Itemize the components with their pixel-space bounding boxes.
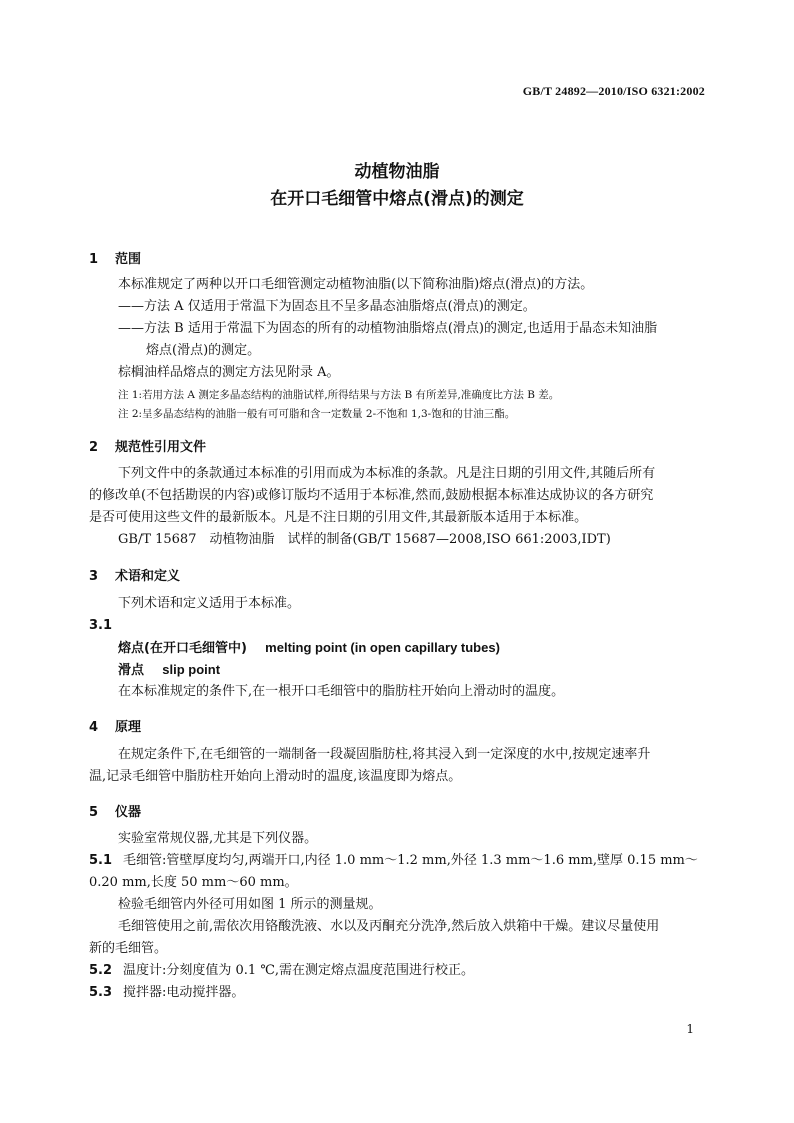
paragraph-line: 温,记录毛细管中脂肪柱开始向上滑动时的温度,该温度即为熔点。 — [89, 769, 462, 784]
section-number: 4 — [89, 720, 99, 735]
paragraph-line: 新的毛细管。 — [89, 941, 168, 956]
clause-text: 毛细管:管壁厚度均匀,两端开口,内径 1.0 mm～1.2 mm,外径 1.3 mm～1.6 mm,壁厚 0.15 mm～ — [123, 853, 698, 868]
clause-text-continued: 0.20 mm,长度 50 mm～60 mm。 — [89, 875, 298, 890]
paragraph: 棕榈油样品熔点的测定方法见附录 A。 — [118, 365, 340, 380]
section-number: 5 — [89, 805, 99, 820]
clause-5-3 — [89, 985, 244, 1001]
list-item-continued: 熔点(滑点)的测定。 — [146, 343, 261, 358]
list-item: ——方法 B 适用于常温下为固态的所有的动植物油脂熔点(滑点)的测定,也适用于晶态未知油脂 — [118, 321, 658, 336]
note: 注 1:若用方法 A 测定多晶态结构的油脂试样,所得结果与方法 B 有所差异,准确度比方法 B 差。 — [118, 389, 560, 401]
clause-number: 5.3 — [89, 985, 113, 1000]
page-number: 1 — [686, 1022, 694, 1036]
section-3-heading — [89, 565, 180, 584]
clause-number: 5.2 — [89, 963, 113, 978]
document-title-line1: 动植物油脂 — [354, 162, 440, 182]
section-1-heading — [89, 248, 141, 267]
section-number: 1 — [89, 252, 99, 267]
term-english: melting point (in open capillary tubes) — [265, 640, 500, 655]
paragraph-line: 的修改单(不包括勘误的内容)或修订版均不适用于本标准,然而,鼓励根据本标准达成协议的各方研究 — [89, 488, 654, 503]
document-title-line2: 在开口毛细管中熔点(滑点)的测定 — [270, 189, 524, 209]
term-english: slip point — [162, 662, 221, 677]
term-chinese: 滑点 — [118, 663, 145, 678]
paragraph-line: 在规定条件下,在毛细管的一端制备一段凝固脂肪柱,将其浸入到一定深度的水中,按规定速率升 — [118, 747, 651, 762]
paragraph-line: 是否可使用这些文件的最新版本。凡是不注日期的引用文件,其最新版本适用于本标准。 — [89, 510, 588, 525]
section-number: 3 — [89, 569, 99, 584]
paragraph: 下列术语和定义适用于本标准。 — [118, 596, 301, 611]
paragraph: 本标准规定了两种以开口毛细管测定动植物油脂(以下简称油脂)熔点(滑点)的方法。 — [118, 277, 594, 292]
term-1 — [118, 640, 500, 657]
section-5-heading — [89, 801, 141, 820]
paragraph: 实验室常规仪器,尤其是下列仪器。 — [118, 831, 318, 846]
paragraph-line: 下列文件中的条款通过本标准的引用而成为本标准的条款。凡是注日期的引用文件,其随后所有 — [118, 466, 656, 481]
standard-code: GB/T 24892—2010/ISO 6321:2002 — [522, 84, 705, 98]
term-2 — [118, 662, 220, 679]
list-item: ——方法 A 仅适用于常温下为固态且不呈多晶态油脂熔点(滑点)的测定。 — [118, 299, 536, 314]
section-title: 规范性引用文件 — [115, 440, 207, 455]
section-title: 仪器 — [115, 805, 142, 820]
section-number: 2 — [89, 440, 99, 455]
paragraph-line: 毛细管使用之前,需依次用铬酸洗液、水以及丙酮充分洗净,然后放入烘箱中干燥。建议尽量使用 — [118, 919, 660, 934]
clause-text: 搅拌器:电动搅拌器。 — [123, 985, 245, 1000]
normative-reference: GB/T 15687 动植物油脂 试样的制备(GB/T 15687—2008,ISO 661:2003,IDT) — [118, 532, 611, 547]
term-chinese: 熔点(在开口毛细管中) — [118, 641, 247, 656]
section-4-heading — [89, 716, 141, 735]
definition: 在本标准规定的条件下,在一根开口毛细管中的脂肪柱开始向上滑动时的温度。 — [118, 684, 565, 699]
note: 注 2:呈多晶态结构的油脂一般有可可脂和含一定数量 2-不饱和 1,3-饱和的甘油三酯。 — [118, 408, 516, 420]
clause-5-1 — [89, 853, 698, 869]
clause-5-2 — [89, 963, 474, 979]
section-title: 术语和定义 — [115, 569, 181, 584]
section-2-heading — [89, 436, 206, 455]
paragraph: 检验毛细管内外径可用如图 1 所示的测量规。 — [118, 897, 382, 912]
clause-text: 温度计:分刻度值为 0.1 ℃,需在测定熔点温度范围进行校正。 — [123, 963, 474, 978]
clause-number: 5.1 — [89, 853, 113, 868]
section-title: 原理 — [115, 720, 142, 735]
section-title: 范围 — [115, 252, 142, 267]
subsection-number: 3.1 — [89, 618, 113, 633]
